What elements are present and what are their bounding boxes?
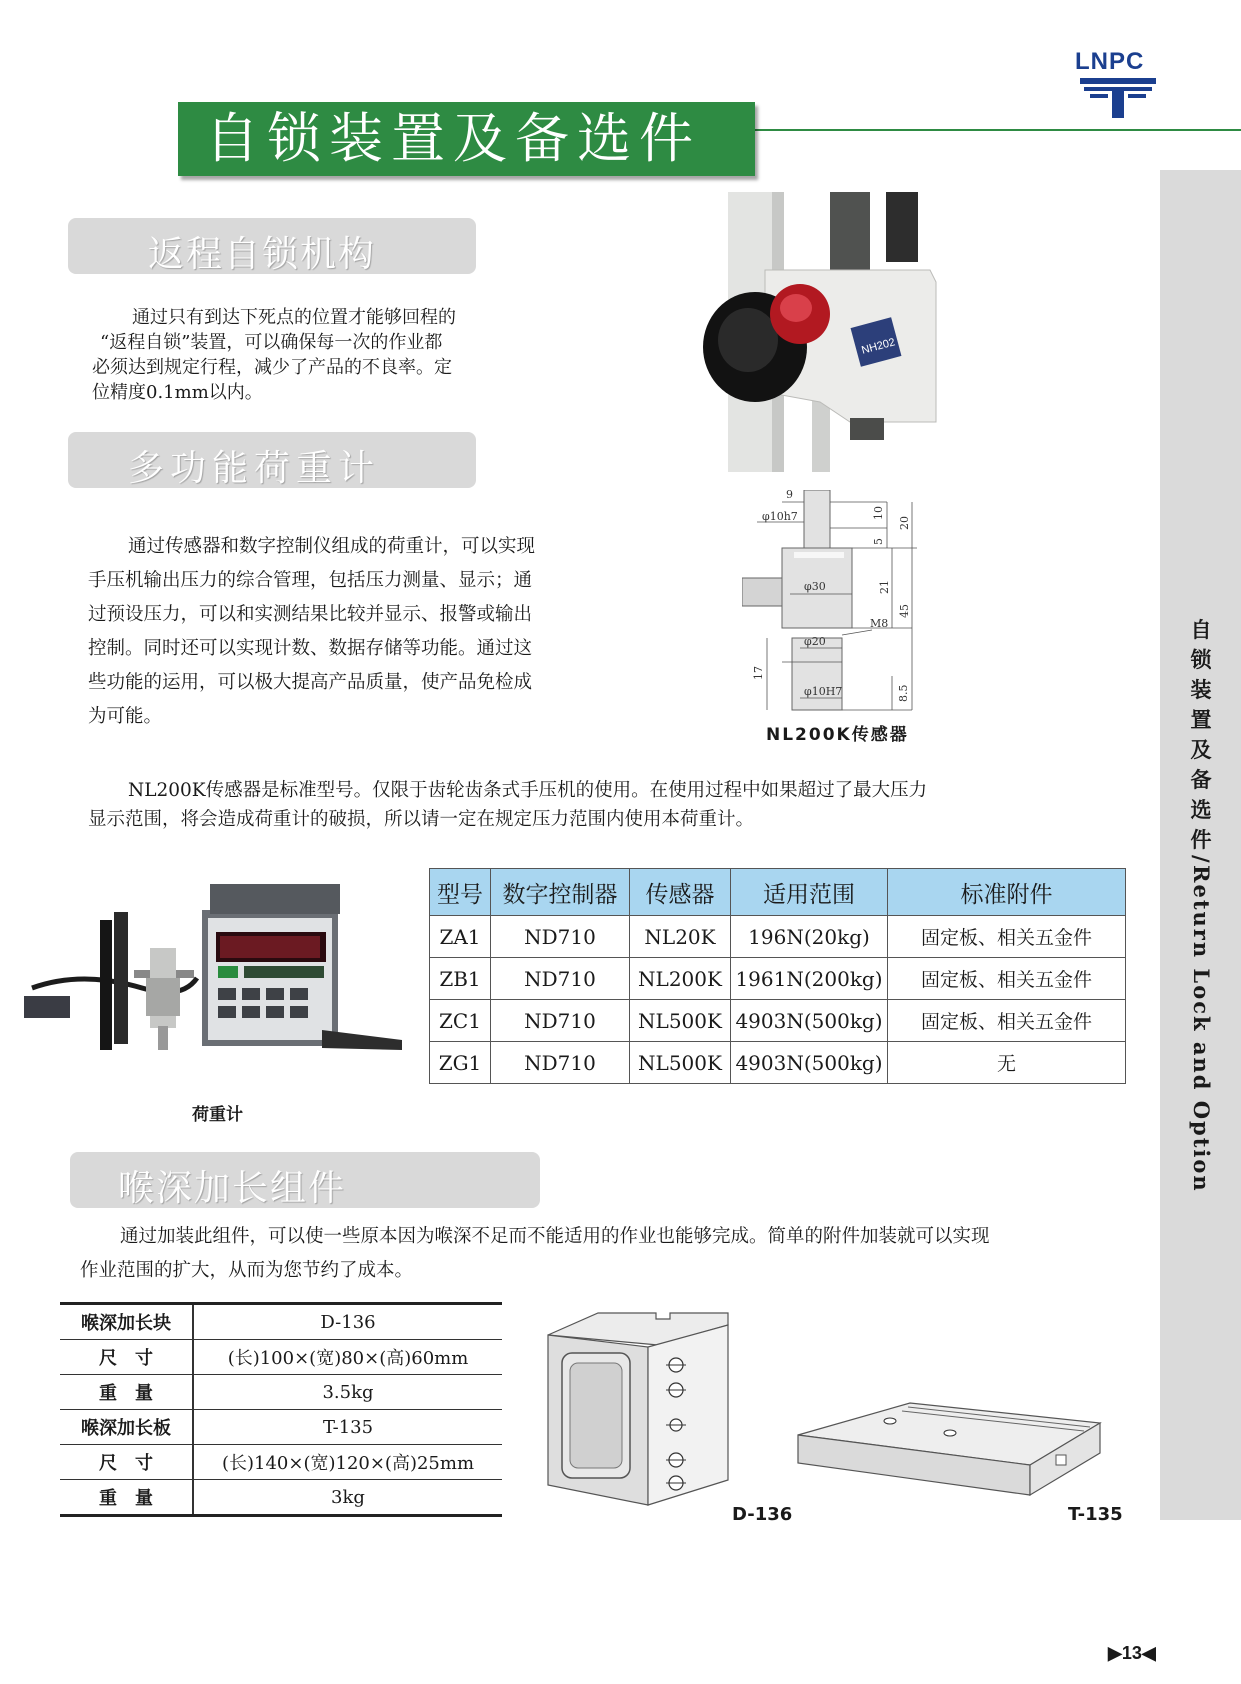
cell-range: 4903N(500kg) [731,1042,888,1084]
throat-extension-description [80,1220,1150,1288]
cell-range: 4903N(500kg) [731,1000,888,1042]
row-label: 尺 寸 [60,1340,193,1375]
load-meter-spec-table [429,868,1126,1084]
col-header-accessory: 标准附件 [888,869,1126,916]
table-row [60,1480,502,1516]
table-row [430,916,1126,958]
text-line: 过预设压力，可以和实测结果比较并显示、报警或输出 [88,604,533,625]
text-line: 必须达到规定行程，减少了产品的不良率。定 [92,357,452,378]
sensor-dimension-drawing [742,490,942,720]
row-value: T-135 [193,1410,502,1445]
cell-sensor: NL500K [630,1000,731,1042]
section-title-throat-extension: 喉深加长组件 [118,1168,347,1209]
dim-phi20: φ20 [804,635,826,648]
page-title: 自锁装置及备选件 [205,107,701,170]
row-label: 重 量 [60,1480,193,1516]
side-label [1183,615,1219,1192]
nh202-label: NH202 [860,336,897,357]
dim-8-5: 8.5 [897,684,910,702]
cell-model: ZB1 [430,958,491,1000]
text-line: 位精度0.1mm以内。 [92,382,263,403]
cell-range: 196N(20kg) [731,916,888,958]
dim-phi10H7-bottom: φ10H7 [804,685,843,698]
right-arrow-icon: ◀ [1141,1643,1156,1663]
row-label: 重 量 [60,1375,193,1410]
text-line: “返程自锁”装置，可以确保每一次的作业都 [100,332,443,353]
side-label-cn-1: 锁 [1190,647,1212,672]
dim-21: 21 [878,580,891,594]
cell-range: 1961N(200kg) [731,958,888,1000]
table-row [430,958,1126,1000]
col-header-range: 适用范围 [731,869,888,916]
side-label-en: Return Lock and Option [1189,864,1214,1193]
cell-accessory: 固定板、相关五金件 [888,958,1126,1000]
cell-controller: ND710 [491,916,630,958]
side-label-cn-0: 自 [1190,617,1212,642]
cell-controller: ND710 [491,1042,630,1084]
page-number-value: 13 [1121,1643,1142,1663]
table-header-row [430,869,1126,916]
text-line: 通过加装此组件，可以使一些原本因为喉深不足而不能适用的作业也能够完成。简单的附件加装就可以实现 [120,1226,990,1247]
cell-accessory: 固定板、相关五金件 [888,916,1126,958]
brand-logo-text: LNPC [1075,48,1145,75]
return-lock-photo [700,192,958,472]
dim-10: 10 [872,506,885,520]
load-meter-description [88,530,598,734]
cell-accessory: 无 [888,1042,1126,1084]
t135-caption: T-135 [1068,1504,1123,1525]
text-line: 通过只有到达下死点的位置才能够回程的 [132,307,456,328]
brand-logo-icon [1080,76,1156,118]
table-row [60,1340,502,1375]
load-meter-caption: 荷重计 [192,1105,243,1125]
dim-phi10h7-top: φ10h7 [762,510,798,523]
text-line: 作业范围的扩大，从而为您节约了成本。 [80,1260,414,1281]
dim-17: 17 [752,666,765,680]
text-line: 些功能的运用，可以极大提高产品质量，使产品免检成 [88,672,533,693]
table-row [430,1000,1126,1042]
title-rule [755,129,1241,131]
table-row [60,1304,502,1340]
text-line: 手压机输出压力的综合管理，包括压力测量、显示；通 [88,570,533,591]
dim-5: 5 [872,538,885,545]
dim-m8: M8 [870,617,889,630]
row-label: 喉深加长块 [60,1304,193,1340]
side-label-cn-3: 置 [1190,707,1212,732]
cell-model: ZC1 [430,1000,491,1042]
dim-20: 20 [898,516,911,530]
return-lock-description [92,305,522,405]
cell-sensor: NL20K [630,916,731,958]
side-label-cn-7: 件 [1190,827,1212,852]
row-label: 尺 寸 [60,1445,193,1480]
left-arrow-icon: ▶ [1108,1643,1122,1663]
cell-controller: ND710 [491,1000,630,1042]
sensor-note [88,776,1148,834]
page-number [1108,1643,1156,1664]
text-line: 为可能。 [88,706,163,727]
row-label: 喉深加长板 [60,1410,193,1445]
row-value: (长)100×(宽)80×(高)60mm [193,1340,502,1375]
section-title-load-meter: 多功能荷重计 [128,448,381,489]
dim-45: 45 [898,604,911,618]
side-label-cn-2: 装 [1190,677,1212,702]
sensor-caption: NL200K传感器 [766,725,909,745]
throat-extension-table [60,1302,502,1517]
dim-phi30: φ30 [804,580,826,593]
cell-accessory: 固定板、相关五金件 [888,1000,1126,1042]
cell-sensor: NL500K [630,1042,731,1084]
col-header-sensor: 传感器 [630,869,731,916]
table-row [60,1410,502,1445]
col-header-model: 型号 [430,869,491,916]
table-row [60,1375,502,1410]
side-label-cn-4: 及 [1190,737,1212,762]
row-value: (长)140×(宽)120×(高)25mm [193,1445,502,1480]
cell-controller: ND710 [491,958,630,1000]
cell-model: ZA1 [430,916,491,958]
side-label-cn-5: 备 [1190,767,1212,792]
row-value: 3kg [193,1480,502,1516]
text-line: 控制。同时还可以实现计数、数据存储等功能。通过这 [88,638,533,659]
section-title-return-lock: 返程自锁机构 [148,234,377,275]
load-meter-photo [22,870,412,1070]
col-header-controller: 数字控制器 [491,869,630,916]
text-line: NL200K传感器是标准型号。仅限于齿轮齿条式手压机的使用。在使用过程中如果超过了最大压力 [128,780,928,801]
table-row [430,1042,1126,1084]
table-row [60,1445,502,1480]
side-label-slash: / [1189,855,1214,865]
cell-model: ZG1 [430,1042,491,1084]
row-value: D-136 [193,1304,502,1340]
cell-sensor: NL200K [630,958,731,1000]
row-value: 3.5kg [193,1375,502,1410]
d136-caption: D-136 [732,1504,793,1525]
dim-9: 9 [786,490,793,501]
d136-block-drawing [538,1305,738,1515]
text-line: 显示范围，将会造成荷重计的破损，所以请一定在规定压力范围内使用本荷重计。 [88,809,755,830]
text-line: 通过传感器和数字控制仪组成的荷重计，可以实现 [128,536,536,557]
t135-plate-drawing [790,1395,1110,1505]
side-label-cn-6: 选 [1190,797,1212,822]
